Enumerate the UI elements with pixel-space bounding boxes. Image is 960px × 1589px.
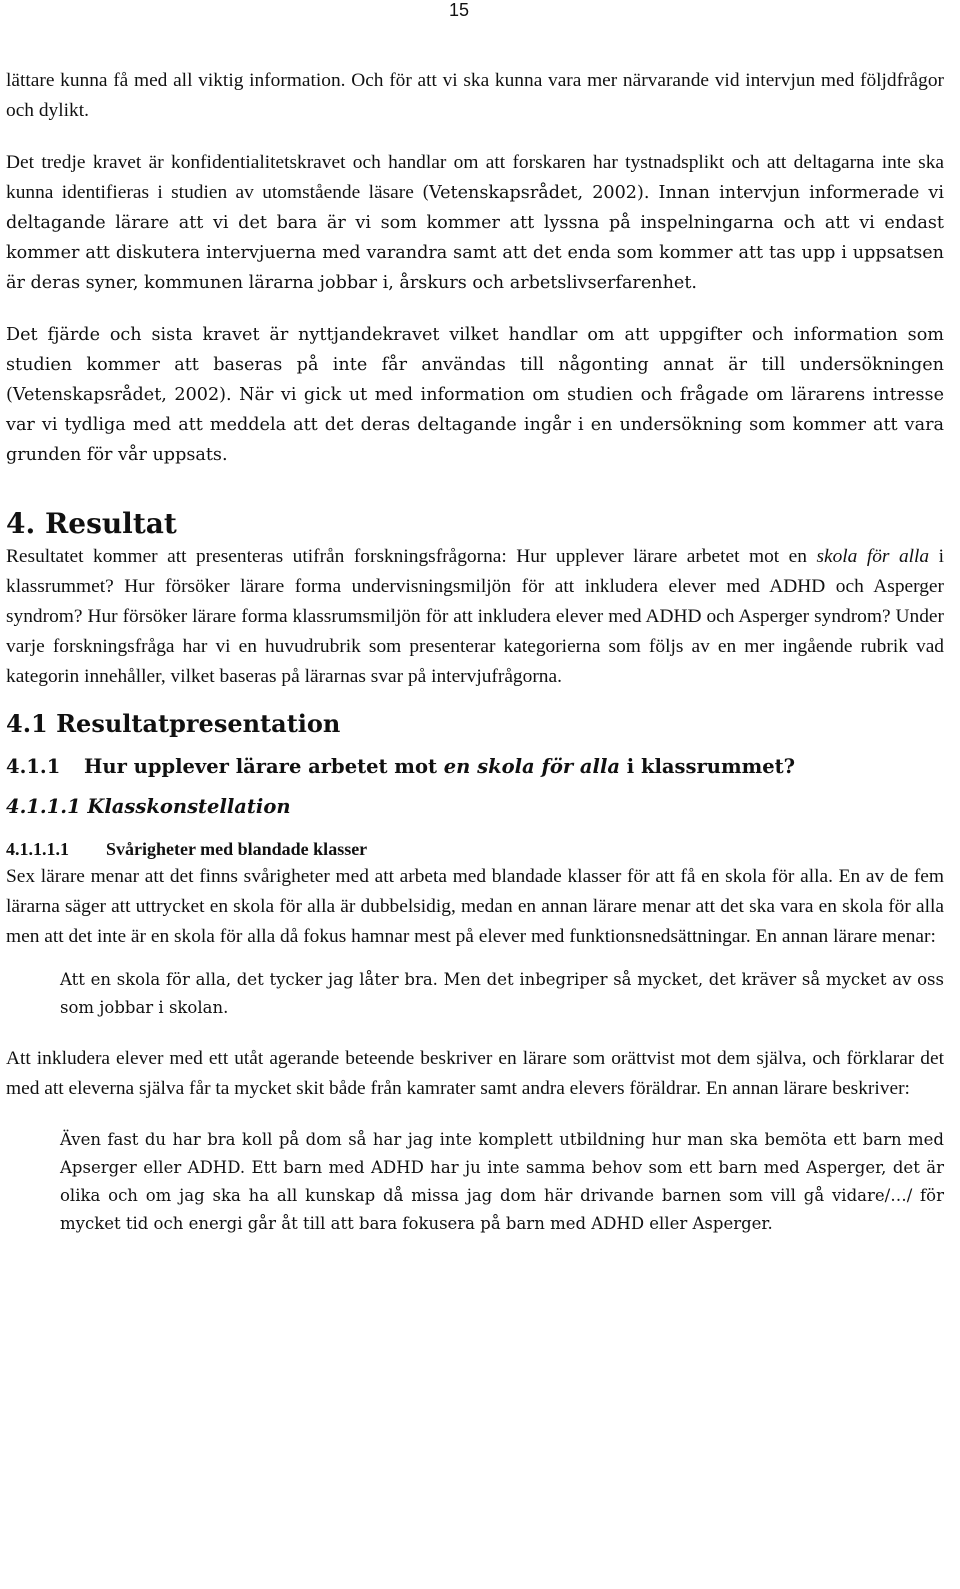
paragraph-result-intro-part1: Resultatet kommer att presenteras utifrån forskningsfrågorna: Hur upplever lärare arbetet mot en xyxy=(6,546,817,567)
heading-4-1-1-text-a: Hur upplever lärare arbetet mot xyxy=(84,755,444,778)
heading-4-1-1-number: 4.1.1 xyxy=(6,755,61,778)
heading-4-1-1-1-1 xyxy=(6,836,944,862)
heading-4-1-1 xyxy=(6,752,944,782)
page-number: 15 xyxy=(448,0,470,20)
document-body xyxy=(6,66,944,1260)
paragraph-confidentiality-part1: Det tredje kravet är konfidentialitetskravet och handlar om att forskaren har tystnadsplikt och att deltagarna inte ska kunna identifieras i studien av utomstående läsare xyxy=(6,152,944,203)
quote-teacher-1: Att en skola för alla, det tycker jag låter bra. Men det inbegriper så mycket, det kräver så mycket av oss som jobbar i skolan. xyxy=(60,970,944,1017)
paragraph-result-intro-part2: i klassrummet? Hur försöker lärare forma undervisningsmiljön för att inkludera elever med ADHD och Asperger syndrom? Hur försöker lärare forma klassrumsmiljön för att inkludera elever med ADHD och Asperger syndrom? Under varje forskningsfråga har vi en huvudrubrik som presenterar kategorierna som följs av en mer ingående rubrik vad kategorin innehåller, vilket baseras på lärarnas svar på intervjufrågorna. xyxy=(6,546,944,687)
quote-teacher-2: Även fast du har bra koll på dom så har jag inte komplett utbildning hur man ska bemöta ett barn med Apserger eller ADHD. Ett barn med ADHD har ju inte samma behov som ett barn med Asperger, det är olika och om jag ska ha all kunskap då missa jag dom här drivande barnen som vill gå vidare/…/ för mycket tid och energi går åt till att bara fokusera på barn med ADHD eller Asperger. xyxy=(60,1130,944,1233)
heading-4-1-1-1-1-text: Svårigheter med blandade klasser xyxy=(106,839,368,859)
heading-4-1-1-text-b: i klassrummet? xyxy=(620,755,796,778)
paragraph-result-intro-italic: skola för alla xyxy=(816,546,930,567)
paragraph-utilization: Det fjärde och sista kravet är nyttjandekravet vilket handlar om att uppgifter och information som studien kommer att baseras på inte får användas till någonting annat är till undersökningen (Vetenskapsrådet, 2002). När vi gick ut med information om studien och frågade om lärarens intresse var vi tydliga med att meddela att det deras deltagande ingår i en undersökning som kommer att vara grunden för vår uppsats. xyxy=(6,325,944,465)
heading-klasskonstellation: 4.1.1.1 Klasskonstellation xyxy=(6,795,291,818)
heading-resultat: 4. Resultat xyxy=(6,507,177,540)
paragraph-confidentiality-part2: (Vetenskapsrådet, 2002). Innan intervjun informerade vi deltagande lärare att vi det bara är vi som kommer att lyssna på inspelningarna och att vi endast kommer att diskutera intervjuerna med varandra samt att det enda som kommer att tas upp i uppsatsen är deras syner, kommunen lärarna jobbar i, årskurs och arbetslivserfarenhet. xyxy=(6,183,944,293)
heading-resultatpresentation: 4.1 Resultatpresentation xyxy=(6,709,341,738)
paragraph-confidentiality xyxy=(6,148,944,298)
heading-4-1-1-1-1-number: 4.1.1.1.1 xyxy=(6,839,69,859)
heading-4-1-1-italic: en skola för alla xyxy=(443,755,620,778)
paragraph-outward-behaviour: Att inkludera elever med ett utåt agerande beteende beskriver en lärare som orättvist mot dem själva, och förklarar det med att eleverna själva får ta mycket skit både från kamrater samt andra elevers föräldrar. En annan lärare beskriver: xyxy=(6,1048,944,1099)
paragraph-interview-note: lättare kunna få med all viktig information. Och för att vi ska kunna vara mer närvarande vid intervjun med följdfrågor och dylikt. xyxy=(6,70,944,121)
paragraph-mixed-classes: Sex lärare menar att det finns svårigheter med att arbeta med blandade klasser för att få en skola för alla. En av de fem lärarna säger att uttrycket en skola för alla är dubbelsidig, medan en annan lärare menar att det ska vara en skola för alla men att det inte är en skola för alla då fokus hamnar mest på elever med funktionsnedsättningar. En annan lärare menar: xyxy=(6,866,944,947)
paragraph-result-intro xyxy=(6,542,944,692)
